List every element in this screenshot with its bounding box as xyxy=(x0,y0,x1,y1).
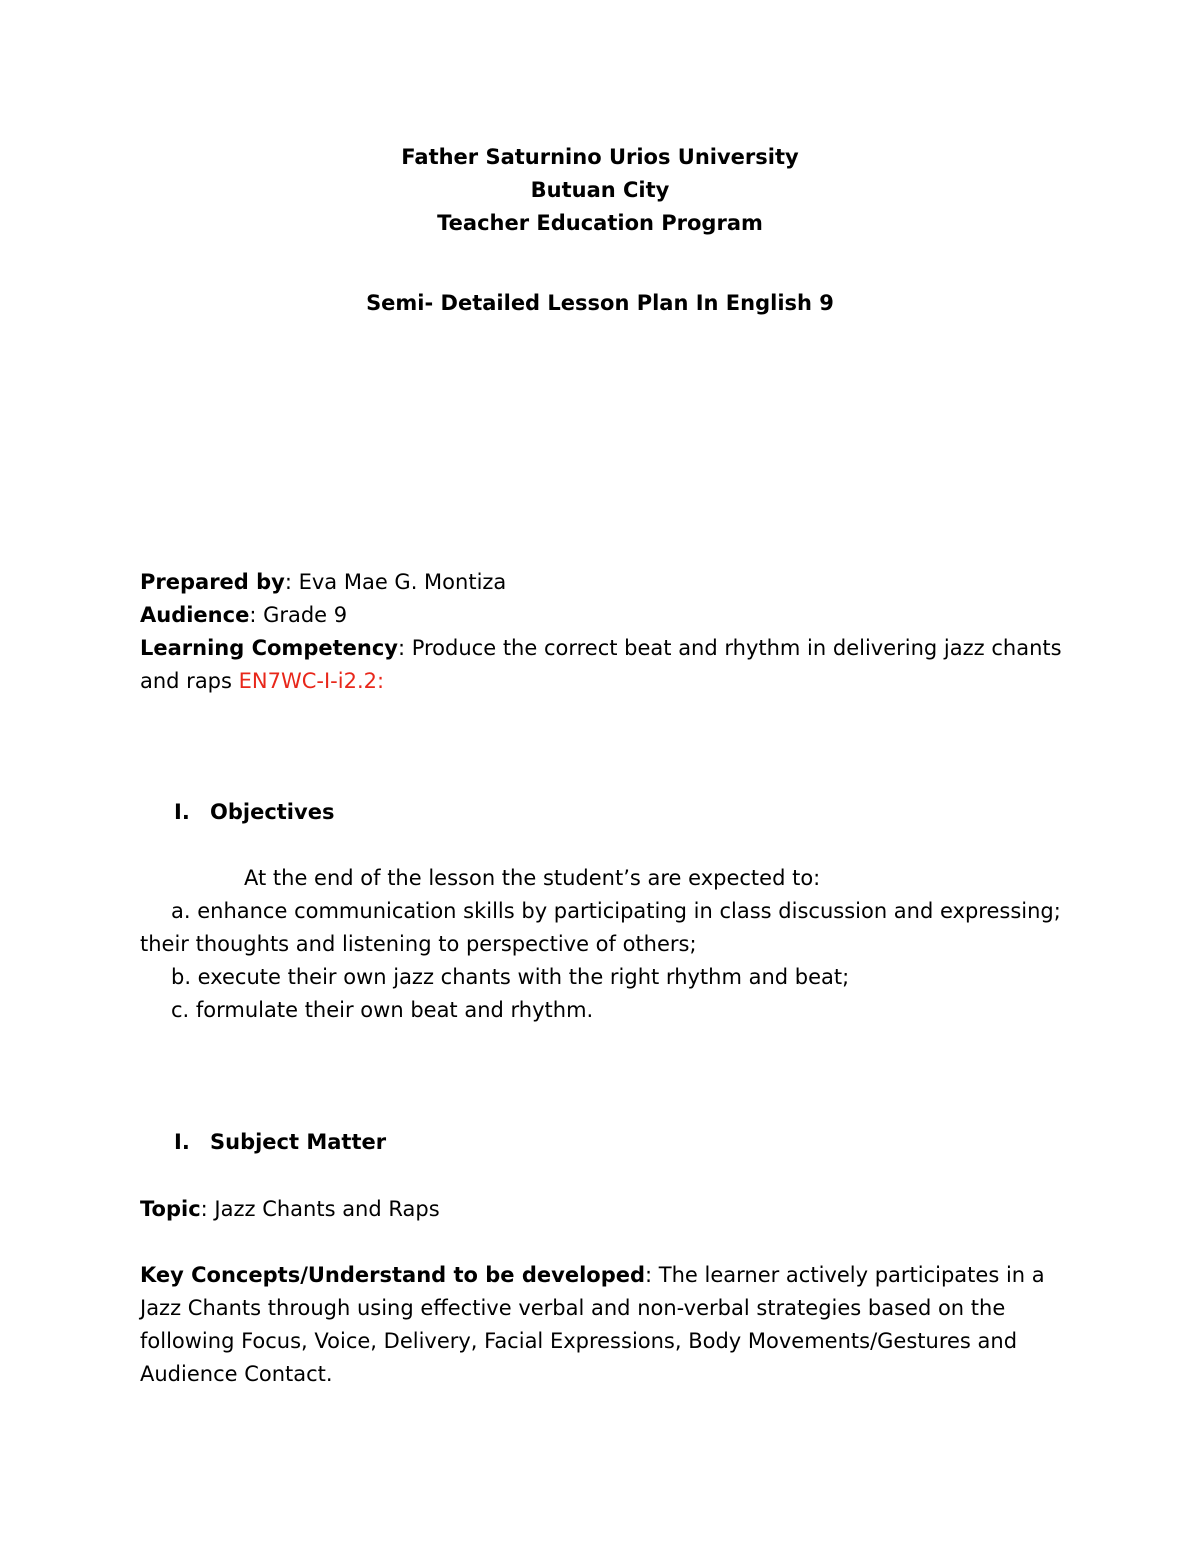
subject-matter-heading xyxy=(174,1126,386,1159)
objective-b: b. execute their own jazz chants with the right rhythm and beat; xyxy=(171,965,850,989)
prepared-by-label: Prepared by xyxy=(140,570,285,594)
competency-cont-text: and raps xyxy=(140,669,239,693)
competency-code: EN7WC-I-i2.2: xyxy=(238,669,385,693)
topic-value: : Jazz Chants and Raps xyxy=(200,1197,440,1221)
competency-line xyxy=(140,632,1062,665)
objectives-title: Objectives xyxy=(210,800,335,824)
key-concepts-label: Key Concepts/Understand to be developed xyxy=(140,1263,646,1287)
prepared-by-value: : Eva Mae G. Montiza xyxy=(284,570,507,594)
audience-label: Audience xyxy=(140,603,250,627)
key-concepts-text-1: : The learner actively participates in a xyxy=(645,1263,1045,1287)
key-concepts-line-2: Jazz Chants through using effective verbal and non-verbal strategies based on the xyxy=(140,1296,1006,1320)
city-name: Butuan City xyxy=(530,178,670,202)
subject-matter-number: I. xyxy=(174,1130,190,1154)
topic-label: Topic xyxy=(140,1197,201,1221)
objectives-intro: At the end of the lesson the student’s are expected to: xyxy=(244,866,821,890)
objective-c: c. formulate their own beat and rhythm. xyxy=(171,998,594,1022)
prepared-by-line xyxy=(140,566,506,599)
subject-matter-title: Subject Matter xyxy=(210,1130,387,1154)
plan-title: Semi- Detailed Lesson Plan In English 9 xyxy=(366,291,834,315)
audience-line xyxy=(140,599,347,632)
key-concepts-line-4: Audience Contact. xyxy=(140,1362,333,1386)
program-name: Teacher Education Program xyxy=(437,211,763,235)
key-concepts-line-3: following Focus, Voice, Delivery, Facial Expressions, Body Movements/Gestures and xyxy=(140,1329,1018,1353)
objective-a-continuation: their thoughts and listening to perspective of others; xyxy=(140,932,697,956)
objectives-heading xyxy=(174,796,334,829)
audience-value: : Grade 9 xyxy=(249,603,348,627)
topic-line xyxy=(140,1193,440,1226)
competency-label: Learning Competency xyxy=(140,636,398,660)
key-concepts-line-1 xyxy=(140,1259,1045,1292)
university-name: Father Saturnino Urios University xyxy=(401,145,799,169)
objectives-number: I. xyxy=(174,800,190,824)
objective-a: a. enhance communication skills by participating in class discussion and expressing; xyxy=(171,899,1061,923)
competency-continuation xyxy=(140,665,384,698)
competency-value: : Produce the correct beat and rhythm in delivering jazz chants xyxy=(397,636,1062,660)
